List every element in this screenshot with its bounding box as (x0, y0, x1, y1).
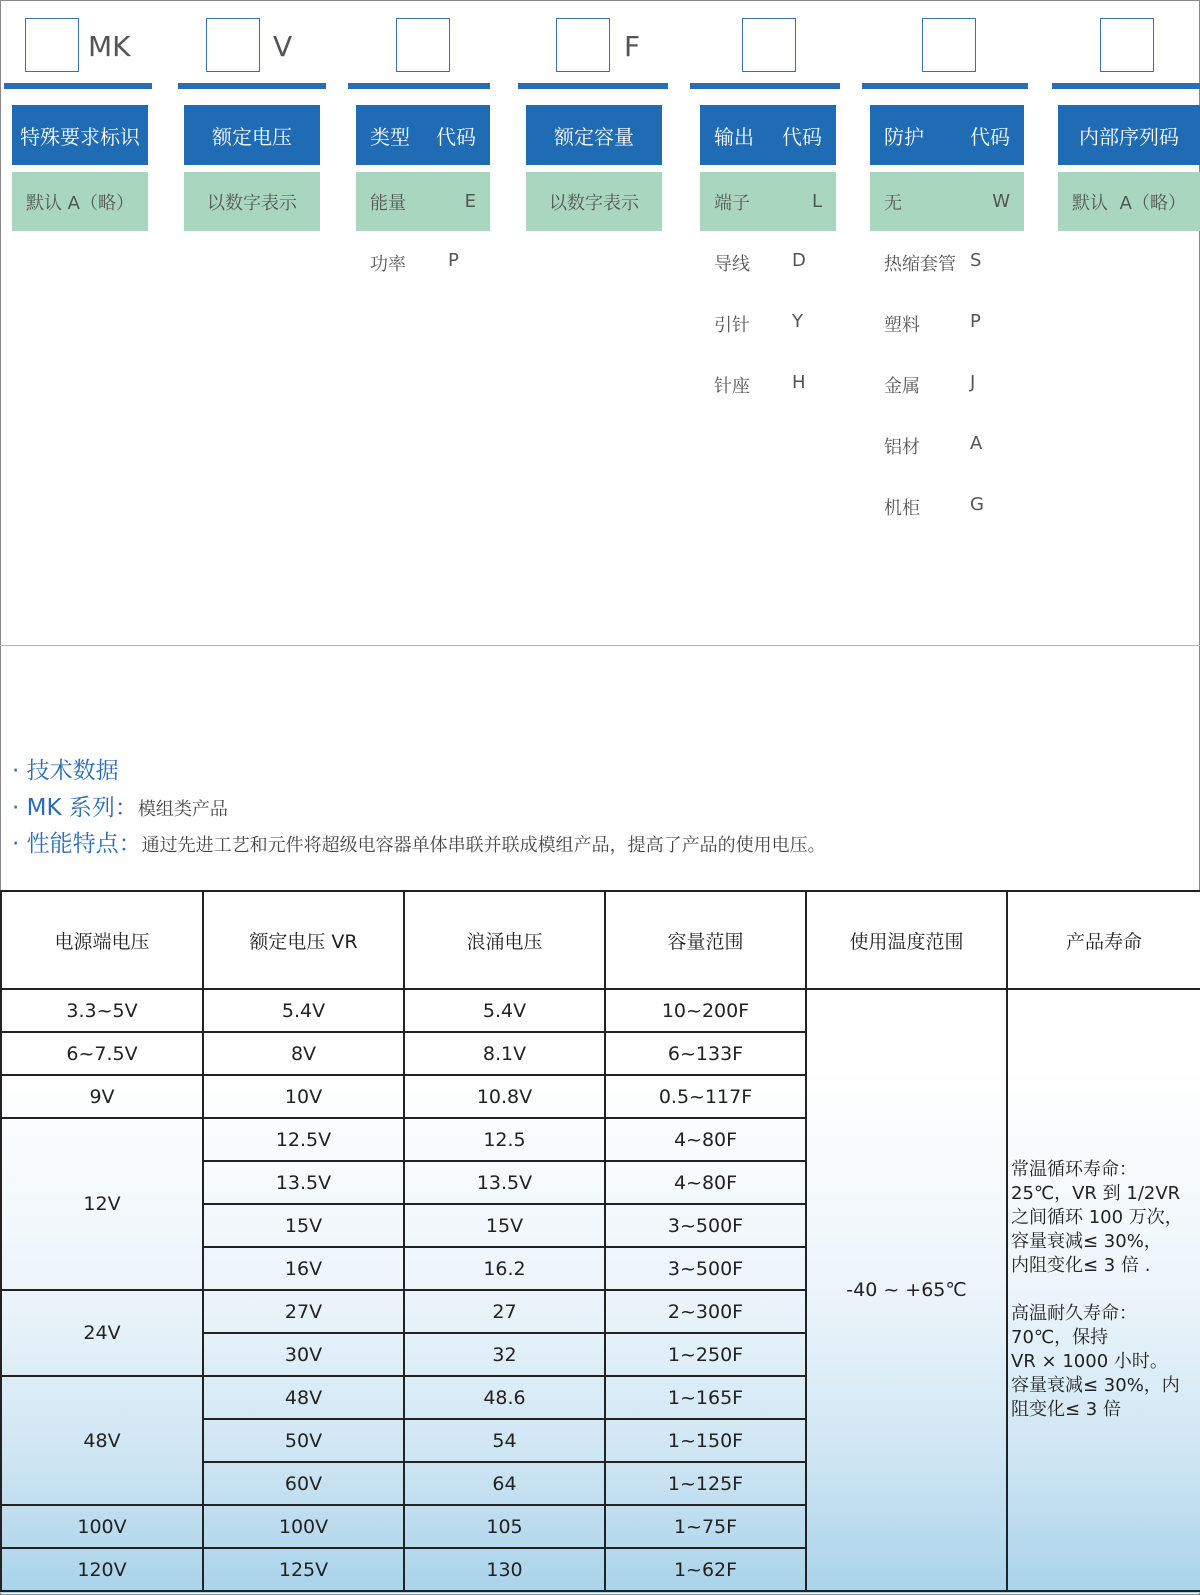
code-value-text: 默认 (26, 192, 62, 214)
table-header-cell: 浪涌电压 (404, 891, 605, 989)
code-option-code-3-1: P (448, 250, 459, 271)
life-line: 高温耐久寿命： (1011, 1303, 1137, 1324)
rated-voltage-cell: 30V (203, 1333, 404, 1376)
code-value-text: 无 (884, 192, 902, 214)
capacity-range-cell: 6~133F (605, 1032, 806, 1075)
code-option-5-1: 导线 (714, 254, 750, 275)
surge-voltage-cell: 105 (404, 1505, 605, 1548)
life-line: 70℃，保持 (1011, 1327, 1109, 1348)
code-value-text: 以数字表示 (207, 192, 297, 214)
table-header-cell: 额定电压 VR (203, 891, 404, 989)
code-header-text: 代码 (436, 124, 476, 149)
code-value-text: L (811, 191, 822, 212)
code-header-text: 代码 (782, 124, 822, 149)
table-header-cell: 产品寿命 (1007, 891, 1200, 989)
code-header-text: 类型 (370, 124, 410, 149)
code-header-6 (870, 105, 1024, 165)
code-box-2 (206, 18, 260, 72)
series-desc: 模组类产品 (137, 799, 228, 820)
capacity-range-cell: 4~80F (605, 1161, 806, 1204)
code-value-text: 能量 (370, 192, 406, 214)
series-label: · MK 系列： (12, 795, 138, 821)
rated-voltage-cell: 10V (203, 1075, 404, 1118)
capacity-range-cell: 10~200F (605, 989, 806, 1032)
code-option-code-5-3: H (792, 372, 806, 393)
surge-voltage-cell: 8.1V (404, 1032, 605, 1075)
capacity-range-cell: 3~500F (605, 1204, 806, 1247)
features-line (12, 825, 826, 858)
code-rule-2 (178, 83, 326, 89)
code-header-3 (356, 105, 490, 165)
rated-voltage-cell: 16V (203, 1247, 404, 1290)
surge-voltage-cell: 27 (404, 1290, 605, 1333)
features-label: · 性能特点： (12, 831, 142, 857)
supply-voltage-cell: 120V (1, 1548, 203, 1591)
code-value-4 (526, 172, 662, 231)
code-option-6-4: 铝材 (884, 437, 920, 458)
rated-voltage-cell: 50V (203, 1419, 404, 1462)
code-rule-3 (348, 83, 490, 89)
code-option-6-3: 金属 (884, 376, 920, 397)
surge-voltage-cell: 32 (404, 1333, 605, 1376)
surge-voltage-cell: 64 (404, 1462, 605, 1505)
code-box-5 (742, 18, 796, 72)
surge-voltage-cell: 12.5 (404, 1118, 605, 1161)
spec-table-area (0, 890, 1200, 1593)
supply-voltage-cell: 12V (1, 1118, 203, 1290)
code-option-code-6-5: G (970, 494, 984, 515)
code-header-text: 输出 (714, 124, 754, 149)
code-header-text: 额定电压 (212, 124, 292, 149)
code-header-5 (700, 105, 836, 165)
code-value-text: A（略） (1119, 192, 1186, 214)
code-suffix-1: MK (88, 30, 131, 63)
capacity-range-cell: 1~75F (605, 1505, 806, 1548)
code-option-6-1: 热缩套管 (884, 254, 956, 275)
code-option-5-2: 引针 (714, 315, 750, 336)
life-line: 常温循环寿命： (1011, 1159, 1137, 1180)
code-value-text: 以数字表示 (549, 192, 639, 214)
code-value-2 (184, 172, 320, 231)
code-header-1 (12, 105, 148, 165)
code-option-code-6-2: P (970, 311, 981, 332)
code-value-text: W (992, 191, 1010, 212)
capacity-range-cell: 2~300F (605, 1290, 806, 1333)
capacity-range-cell: 1~250F (605, 1333, 806, 1376)
surge-voltage-cell: 15V (404, 1204, 605, 1247)
code-value-text: A（略） (67, 192, 134, 214)
surge-voltage-cell: 10.8V (404, 1075, 605, 1118)
code-box-6 (922, 18, 976, 72)
supply-voltage-cell: 24V (1, 1290, 203, 1376)
supply-voltage-cell: 9V (1, 1075, 203, 1118)
supply-voltage-cell: 48V (1, 1376, 203, 1505)
surge-voltage-cell: 13.5V (404, 1161, 605, 1204)
capacity-range-cell: 3~500F (605, 1247, 806, 1290)
code-rule-4 (518, 83, 668, 89)
features-desc: 通过先进工艺和元件将超级电容器单体串联并联成模组产品，提高了产品的使用电压。 (141, 835, 826, 856)
code-header-2 (184, 105, 320, 165)
capacity-range-cell: 0.5~117F (605, 1075, 806, 1118)
rated-voltage-cell: 5.4V (203, 989, 404, 1032)
supply-voltage-cell: 3.3~5V (1, 989, 203, 1032)
code-box-4 (556, 18, 610, 72)
supply-voltage-cell: 6~7.5V (1, 1032, 203, 1075)
capacity-range-cell: 4~80F (605, 1118, 806, 1161)
table-header-cell: 电源端电压 (1, 891, 203, 989)
code-rule-5 (690, 83, 840, 89)
code-header-7 (1058, 105, 1200, 165)
capacity-range-cell: 1~150F (605, 1419, 806, 1462)
code-header-4 (526, 105, 662, 165)
code-rule-6 (862, 83, 1028, 89)
surge-voltage-cell: 48.6 (404, 1376, 605, 1419)
capacity-range-cell: 1~165F (605, 1376, 806, 1419)
table-header-cell: 使用温度范围 (806, 891, 1007, 989)
rated-voltage-cell: 13.5V (203, 1161, 404, 1204)
rated-voltage-cell: 60V (203, 1462, 404, 1505)
rated-voltage-cell: 125V (203, 1548, 404, 1591)
life-line (1011, 1278, 1200, 1302)
life-line: 容量衰减≤ 30%， (1011, 1231, 1162, 1252)
code-header-text: 特殊要求标识 (20, 124, 140, 149)
life-line: 内阻变化≤ 3 倍 . (1011, 1255, 1151, 1276)
code-value-5 (700, 172, 836, 231)
code-option-code-6-1: S (970, 250, 982, 271)
code-value-1 (12, 172, 148, 231)
code-rule-1 (4, 83, 152, 89)
code-option-code-6-4: A (970, 433, 983, 454)
code-option-6-5: 机柜 (884, 498, 920, 519)
code-rule-7 (1052, 83, 1200, 89)
capacity-range-cell: 1~125F (605, 1462, 806, 1505)
code-option-code-5-1: D (792, 250, 806, 271)
code-option-5-3: 针座 (714, 376, 750, 397)
tech-data-heading: · 技术数据 (12, 758, 119, 784)
code-value-7 (1058, 172, 1200, 231)
rated-voltage-cell: 48V (203, 1376, 404, 1419)
surge-voltage-cell: 16.2 (404, 1247, 605, 1290)
code-value-text: 默认 (1072, 192, 1108, 214)
code-value-6 (870, 172, 1024, 231)
rated-voltage-cell: 100V (203, 1505, 404, 1548)
life-line: 容量衰减≤ 30%，内 (1011, 1375, 1180, 1396)
code-value-text: E (464, 191, 476, 212)
life-line: 25℃，VR 到 1/2VR (1011, 1183, 1181, 1204)
life-line: VR × 1000 小时。 (1011, 1351, 1168, 1372)
code-option-6-2: 塑料 (884, 315, 920, 336)
spec-table (0, 890, 1200, 1592)
life-line: 之间循环 100 万次， (1011, 1207, 1183, 1228)
code-value-text: 端子 (714, 192, 750, 214)
code-box-7 (1100, 18, 1154, 72)
code-value-3 (356, 172, 490, 231)
temperature-range-cell: -40 ~ +65℃ (806, 989, 1007, 1591)
capacity-range-cell: 1~62F (605, 1548, 806, 1591)
life-line: 阻变化≤ 3 倍 (1011, 1399, 1121, 1420)
code-header-text: 代码 (970, 124, 1010, 149)
supply-voltage-cell: 100V (1, 1505, 203, 1548)
code-header-text: 内部序列码 (1079, 124, 1179, 149)
rated-voltage-cell: 12.5V (203, 1118, 404, 1161)
code-box-3 (396, 18, 450, 72)
code-option-code-5-2: Y (792, 311, 803, 332)
rated-voltage-cell: 15V (203, 1204, 404, 1247)
rated-voltage-cell: 8V (203, 1032, 404, 1075)
code-box-1 (25, 18, 79, 72)
code-header-text: 防护 (884, 124, 924, 149)
surge-voltage-cell: 5.4V (404, 989, 605, 1032)
surge-voltage-cell: 54 (404, 1419, 605, 1462)
code-option-code-6-3: J (970, 372, 976, 393)
table-row (1, 989, 1200, 1032)
code-suffix-2: V (273, 30, 293, 63)
rated-voltage-cell: 27V (203, 1290, 404, 1333)
table-header-row (1, 891, 1200, 989)
table-header-cell: 容量范围 (605, 891, 806, 989)
code-header-text: 额定容量 (554, 124, 634, 149)
code-suffix-4: F (624, 30, 641, 63)
product-life-cell (1007, 989, 1200, 1591)
section-divider (0, 645, 1200, 646)
code-option-3-1: 功率 (370, 254, 406, 275)
surge-voltage-cell: 130 (404, 1548, 605, 1591)
series-line (12, 789, 228, 822)
